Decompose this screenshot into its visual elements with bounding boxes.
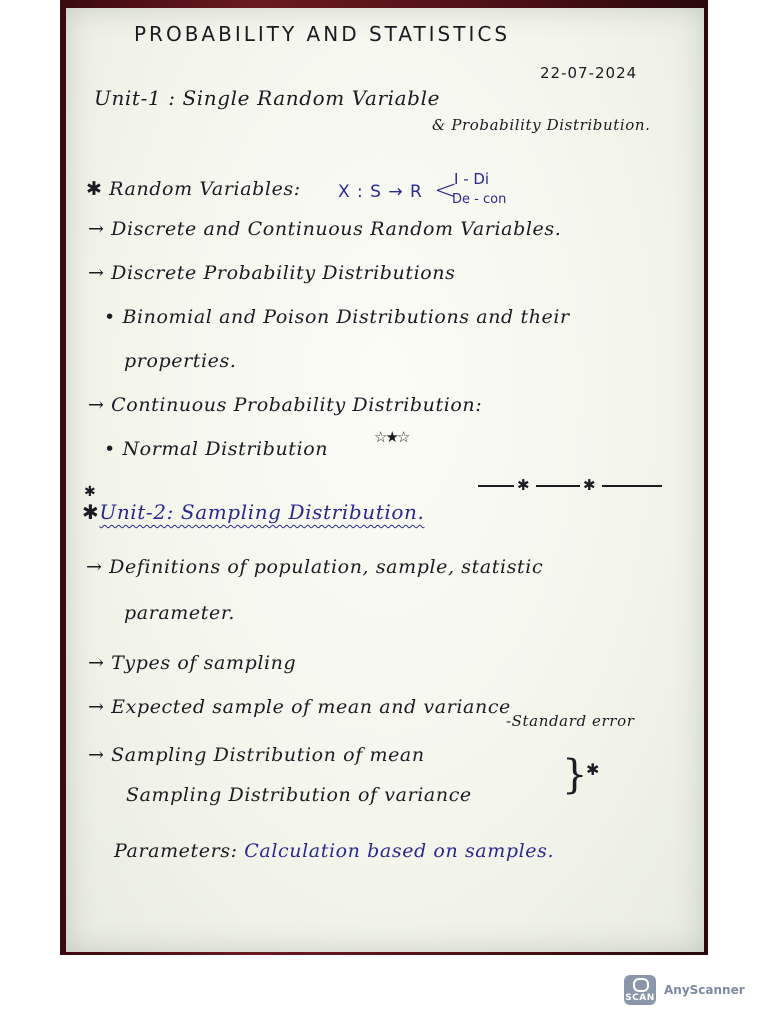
list-item: → Expected sample of mean and variance [88, 696, 511, 718]
unit1-heading-continued: & Probability Distribution. [432, 116, 651, 134]
brace-icon: } [562, 752, 588, 798]
scanner-watermark [624, 974, 745, 1006]
asterisk-icon: ✱ [86, 178, 103, 200]
asterisk-icon: ✱ [586, 760, 600, 779]
list-item: → Continuous Probability Distribution: [88, 394, 483, 416]
rv-mapping [338, 172, 538, 212]
list-item: → Sampling Distribution of mean [88, 744, 425, 766]
list-item: • Normal Distribution [104, 438, 329, 460]
parameters-line [114, 840, 554, 862]
list-item: → Types of sampling [88, 652, 297, 674]
parameters-label: Parameters: [114, 840, 238, 862]
list-item: → Definitions of population, sample, statistic [86, 556, 544, 578]
mapping-discrete: I - Di [454, 170, 490, 188]
list-item: properties. [124, 350, 237, 372]
page-title: PROBABILITY AND STATISTICS [134, 22, 511, 46]
random-variables-line [86, 178, 301, 200]
list-item: → Discrete and Continuous Random Variables. [88, 218, 562, 240]
unit2-heading-text: Unit-2: Sampling Distribution. [99, 500, 425, 524]
standard-error-note: -Standard error [506, 712, 635, 730]
unit1-heading: Unit-1 : Single Random Variable [94, 86, 441, 110]
section-divider [478, 478, 668, 494]
list-item: Sampling Distribution of variance [126, 784, 472, 806]
star-icon: ✱ [517, 476, 530, 494]
list-item: → Discrete Probability Distributions [88, 262, 456, 284]
date-text: 22-07-2024 [540, 64, 638, 82]
mapping-expression: X : S → R [338, 182, 423, 202]
scan-icon-label: SCAN [625, 993, 655, 1003]
list-item: • Binomial and Poison Distributions and their [104, 306, 570, 328]
random-variables-label: Random Variables: [109, 178, 301, 200]
brand-name: AnyScanner [664, 983, 745, 997]
asterisk-icon: ✱ [84, 484, 96, 500]
angle-bracket-icon: < [434, 173, 458, 206]
asterisk-icon: ✱ [82, 500, 100, 524]
unit2-heading [82, 500, 424, 524]
star-icon: ☆★☆ [374, 428, 409, 446]
list-item: parameter. [124, 602, 236, 624]
camera-icon [624, 975, 656, 1005]
parameters-text: Calculation based on samples. [244, 840, 555, 862]
star-icon: ✱ [583, 476, 596, 494]
mapping-continuous: De - con [452, 192, 507, 207]
